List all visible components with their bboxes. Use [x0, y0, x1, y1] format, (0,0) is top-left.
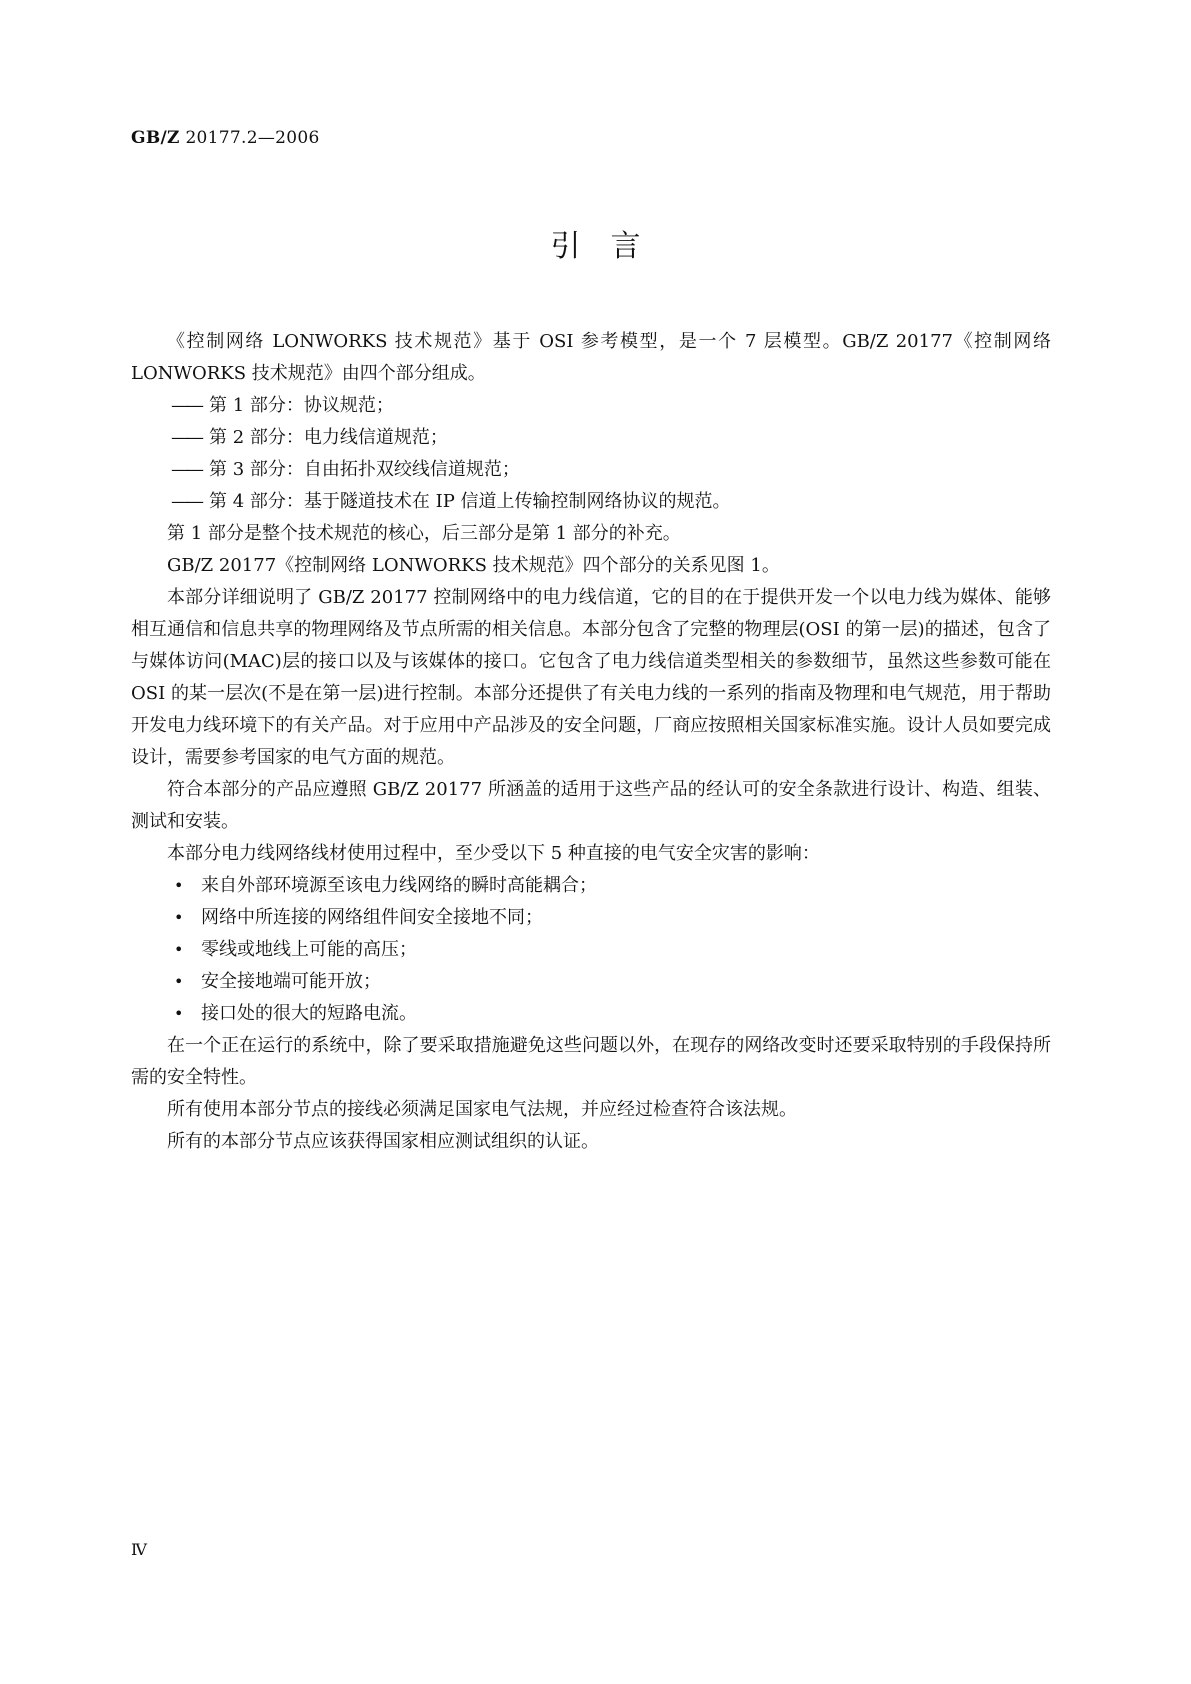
- hazard-text: 零线或地线上可能的高压；: [201, 939, 417, 960]
- compliance-paragraph: 符合本部分的产品应遵照 GB/Z 20177 所涵盖的适用于这些产品的经认可的安全条款进行设计、构造、组装、测试和安装。: [131, 779, 1051, 832]
- detail-paragraph: 本部分详细说明了 GB/Z 20177 控制网络中的电力线信道，它的目的在于提供开发一个以电力线为媒体、能够相互通信和信息共享的物理网络及节点所需的相关信息。本部分包含了完整的物理层(OSI 的第一层)的描述，包含了与媒体访问(MAC)层的接口以及与该媒体的接口。它包含了电力线信道类型相关的参数细节，虽然这些参数可能在 OSI 的某一层次(不是在第一层)进行控制。本部分还提供了有关电力线的一系列的指南及物理和电气规范，用于帮助开发电力线环境下的有关产品。对于应用中产品涉及的安全问题，厂商应按照相关国家标准实施。设计人员如要完成设计，需要参考国家的电气方面的规范。: [131, 587, 1051, 768]
- bullet-icon: •: [174, 1004, 184, 1023]
- hazard-list-item: [131, 998, 1051, 1030]
- hazard-list-item: [131, 966, 1051, 998]
- hazard-text: 安全接地端可能开放；: [201, 971, 381, 992]
- bullet-icon: •: [174, 940, 184, 959]
- part-list-item: [131, 454, 1051, 486]
- part-list-item: [131, 390, 1051, 422]
- hazard-list-item: [131, 870, 1051, 902]
- page-title: 引 言: [550, 229, 641, 264]
- hazard-text: 来自外部环境源至该电力线网络的瞬时高能耦合；: [201, 875, 597, 896]
- part-list-item: [131, 486, 1051, 518]
- dash-marker: ——: [171, 395, 201, 416]
- intro-paragraph: 《控制网络 LONWORKS 技术规范》基于 OSI 参考模型，是一个 7 层模型。GB/Z 20177《控制网络 LONWORKS 技术规范》由四个部分组成。: [131, 331, 1051, 384]
- relation-paragraph: GB/Z 20177《控制网络 LONWORKS 技术规范》四个部分的关系见图 1。: [167, 555, 780, 576]
- standard-prefix: GB/Z: [131, 128, 180, 148]
- part-list-text: 第 2 部分：电力线信道规范；: [209, 427, 448, 448]
- bullet-icon: •: [174, 876, 184, 895]
- dash-marker: ——: [171, 491, 201, 512]
- hazard-text: 网络中所连接的网络组件间安全接地不同；: [201, 907, 543, 928]
- hazard-text: 接口处的很大的短路电流。: [201, 1003, 417, 1024]
- hazards-intro-paragraph: 本部分电力线网络线材使用过程中，至少受以下 5 种直接的电气安全灾害的影响：: [167, 843, 820, 864]
- standard-number: 20177.2—2006: [185, 128, 320, 148]
- part-list-text: 第 3 部分：自由拓扑双绞线信道规范；: [209, 459, 520, 480]
- dash-marker: ——: [171, 427, 201, 448]
- part-list-text: 第 4 部分：基于隧道技术在 IP 信道上传输控制网络协议的规范。: [209, 491, 731, 512]
- page-number: Ⅳ: [131, 1540, 147, 1559]
- standard-code: [131, 128, 320, 148]
- special-measures-paragraph: 在一个正在运行的系统中，除了要采取措施避免这些问题以外，在现存的网络改变时还要采取特别的手段保持所需的安全特性。: [131, 1035, 1051, 1088]
- hazard-list-item: [131, 934, 1051, 966]
- certification-paragraph: 所有的本部分节点应该获得国家相应测试组织的认证。: [167, 1131, 599, 1152]
- core-paragraph: 第 1 部分是整个技术规范的核心，后三部分是第 1 部分的补充。: [167, 523, 681, 544]
- part-list-text: 第 1 部分：协议规范；: [209, 395, 394, 416]
- bullet-icon: •: [174, 908, 184, 927]
- part-list-item: [131, 422, 1051, 454]
- bullet-icon: •: [174, 972, 184, 991]
- wiring-paragraph: 所有使用本部分节点的接线必须满足国家电气法规，并应经过检查符合该法规。: [167, 1099, 797, 1120]
- dash-marker: ——: [171, 459, 201, 480]
- hazard-list-item: [131, 902, 1051, 934]
- document-body: [131, 326, 1051, 1158]
